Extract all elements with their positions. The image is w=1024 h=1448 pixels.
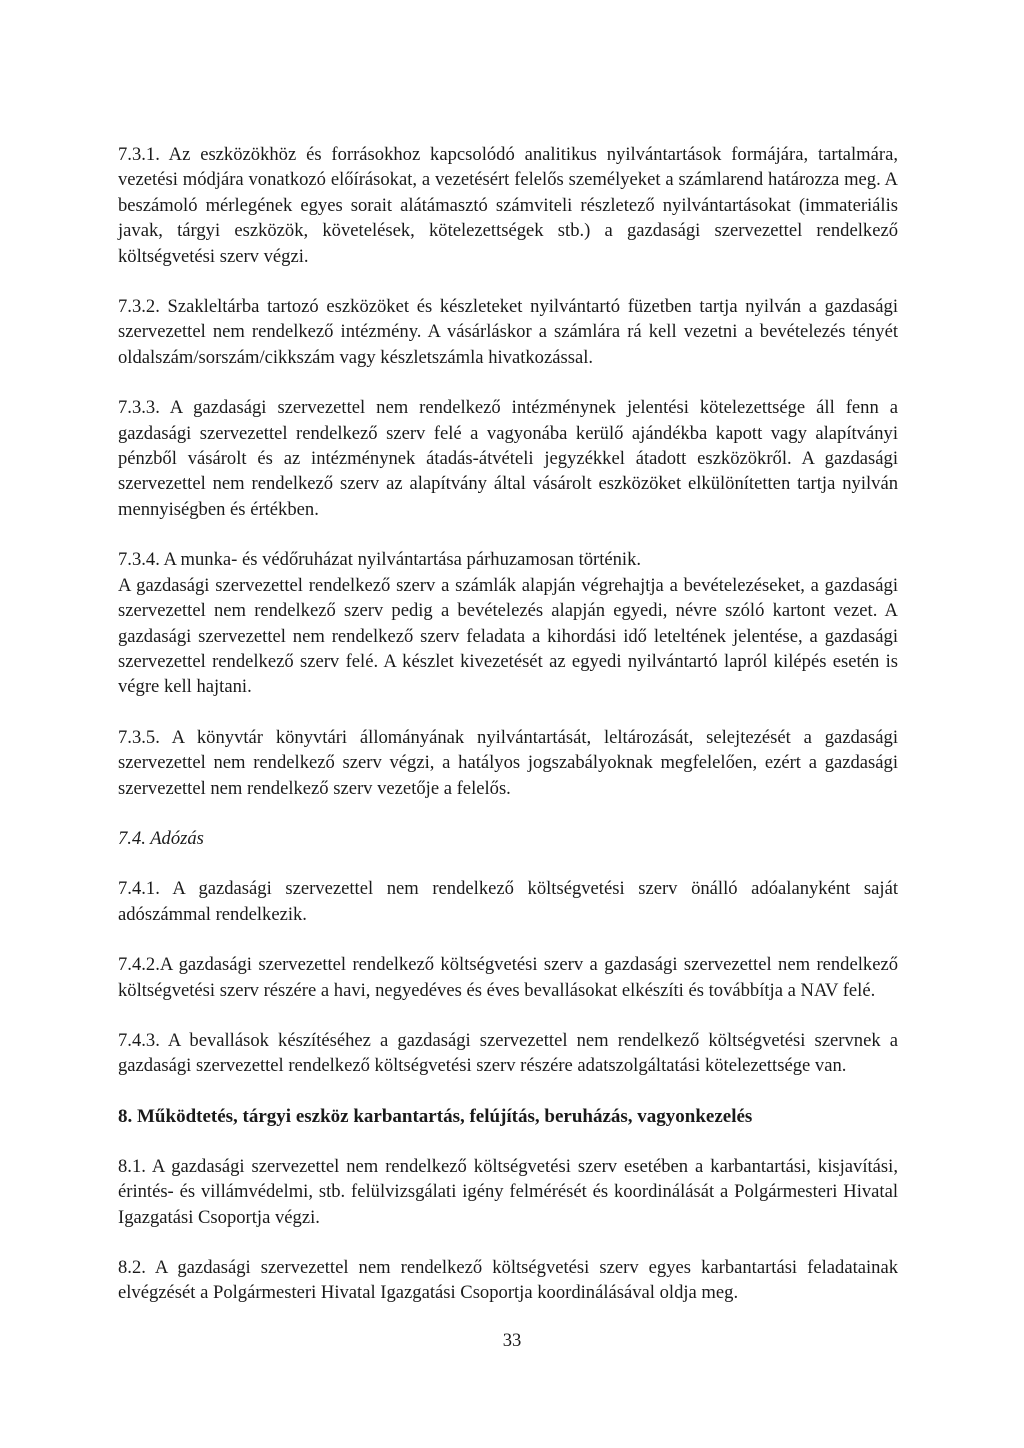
subheading-adozas: 7.4. Adózás: [118, 827, 204, 849]
paragraph-7-3-2: 7.3.2. Szakleltárba tartozó eszközöket és készleteket nyilvántartó füzetben tartja nyilván a gazdasági szervezettel nem rendelkező intézmény. A vásárláskor a számlára rá kell vezetni a bevételezés tényét oldalszám/sorszám/cikkszám vagy készletszámla hivatkozással.: [118, 296, 898, 368]
paragraph-7-3-3: 7.3.3. A gazdasági szervezettel nem rendelkező intézménynek jelentési kötelezettsége áll fenn a gazdasági szervezettel rendelkező szerv felé a vagyonába kerülő ajándékba kapott vagy alapítványi pénzből vásárolt és az intézménynek átadás-átvételi jegyzékkel átadott eszközökről. A gazdasági szervezettel nem rendelkező szerv az alapítvány által vásárolt eszközöket elkülönítetten tartja nyilván mennyiségben és értékben.: [118, 397, 898, 520]
paragraph-8-1: 8.1. A gazdasági szervezettel nem rendelkező költségvetési szerv esetében a karbantartási, kisjavítási, érintés- és villámvédelmi, stb. felülvizsgálati igény felmérését és koordinálását a Polgármesteri Hivatal Igazgatási Csoportja végzi.: [118, 1155, 898, 1228]
paragraph-7-4-1: 7.4.1. A gazdasági szervezettel nem rendelkező költségvetési szerv önálló adóalanyként saját adószámmal rendelkezik.: [118, 878, 898, 925]
document-page: [118, 142, 898, 1331]
paragraph-7-3-4: 7.3.4. A munka- és védőruházat nyilvántartása párhuzamosan történik.: [118, 549, 642, 571]
paragraph-7-3-1: 7.3.1. Az eszközökhöz és forrásokhoz kapcsolódó analitikus nyilvántartások formájára, tartalmára, vezetési módjára vonatkozó előírásokat, a vezetésért felelős személyeket a számlarend határozza meg. A beszámoló mérlegének egyes sorait alátámasztó számviteli részletező nyilvántartásokat (immateriális javak, tárgyi eszközök, követelések, kötelezettségek stb.) a gazdasági szervezettel rendelkező költségvetési szerv végzi.: [118, 144, 898, 267]
paragraph-7-3-5: 7.3.5. A könyvtár könyvtári állományának nyilvántartását, leltározását, selejtezését a gazdasági szervezettel nem rendelkező szerv végzi, a hatályos jogszabályoknak megfelelően, ezért a gazdasági szervezettel nem rendelkező szerv vezetője a felelős.: [118, 726, 898, 799]
paragraph-8-2: 8.2. A gazdasági szervezettel nem rendelkező költségvetési szerv egyes karbantartási feladatainak elvégzését a Polgármesteri Hivatal Igazgatási Csoportja koordinálásával oldja meg.: [118, 1257, 898, 1304]
heading-section-8: 8. Működtetés, tárgyi eszköz karbantartás, felújítás, beruházás, vagyonkezelés: [118, 1105, 753, 1127]
page-number: 33: [502, 1330, 522, 1351]
paragraph-7-3-4-body: A gazdasági szervezettel rendelkező szerv a számlák alapján végrehajtja a bevételezéseket, a gazdasági szervezettel nem rendelkező szerv pedig a bevételezés alapján egyedi, névre szóló kartont vezet. A gazdasági szervezettel nem rendelkező szerv feladata a kihordási idő leteltének jelentése, a gazdasági szervezettel rendelkező szerv felé. A készlet kivezetését az egyedi nyilvántartó lapról kilépés esetén is végre kell hajtani.: [118, 574, 898, 698]
paragraph-7-4-2: 7.4.2.A gazdasági szervezettel rendelkező költségvetési szerv a gazdasági szervezettel nem rendelkező költségvetési szerv részére a havi, negyedéves és éves bevallásokat elkészíti és továbbítja a NAV felé.: [118, 954, 898, 1001]
paragraph-7-4-3: 7.4.3. A bevallások készítéséhez a gazdasági szervezettel nem rendelkező költségvetési szervnek a gazdasági szervezettel rendelkező költségvetési szerv részére adatszolgáltatási kötelezettsége van.: [118, 1029, 898, 1077]
